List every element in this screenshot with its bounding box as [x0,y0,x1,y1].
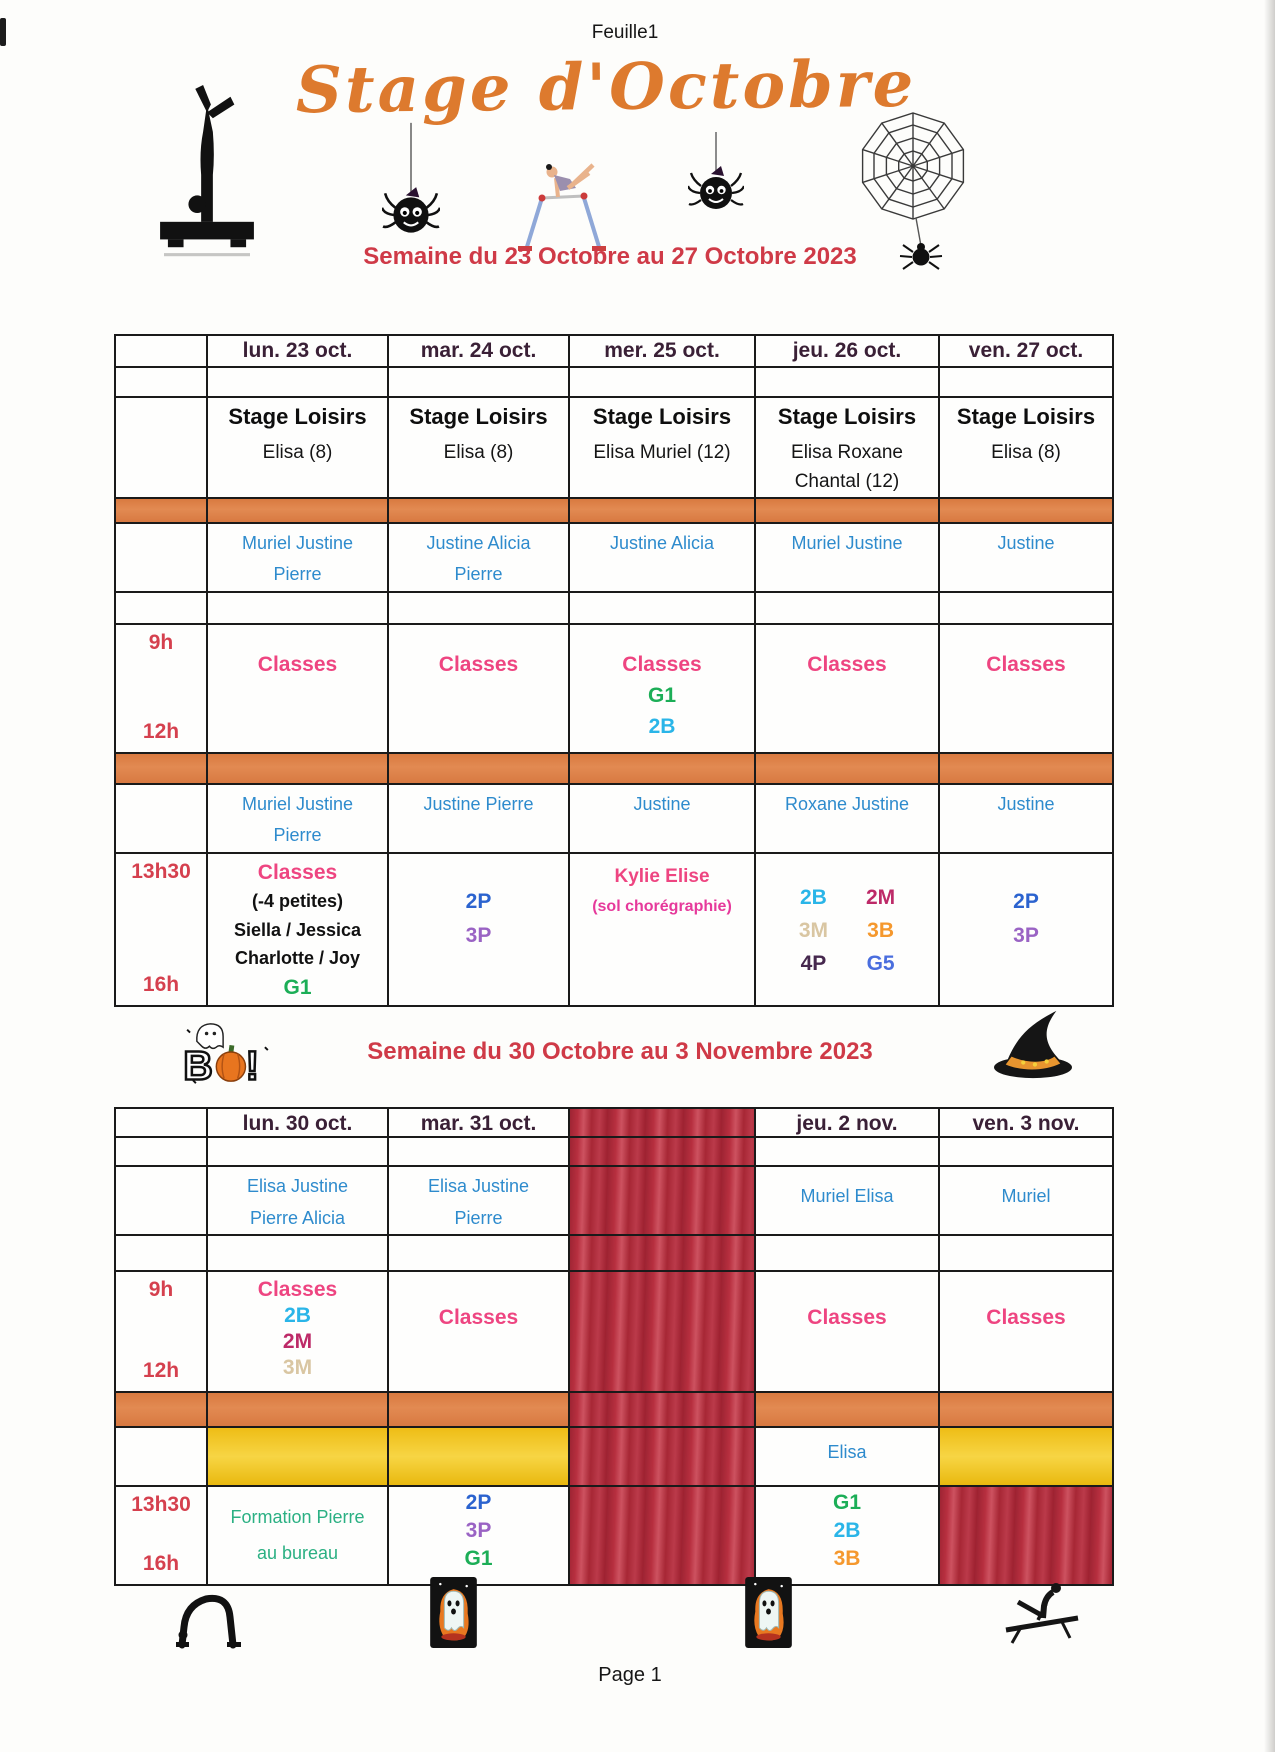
time-start: 13h30 [131,859,191,883]
w2-am-coach-lun: Elisa Justine Pierre Alicia [207,1166,388,1235]
w1-day-ven [939,335,1113,367]
w2-afternoon-jeu [755,1486,939,1585]
stage-staff: Elisa (8) [991,442,1061,463]
day-label: lun. 23 oct. [242,339,353,362]
day-label: mer. 25 oct. [604,339,720,362]
w1-spacer [207,367,388,397]
w1-morning-lun: Classes [207,624,388,753]
w1-spacer [388,592,569,624]
holiday-column-cell [569,1486,755,1585]
w1-morning-time [115,624,207,753]
group-code: 3P [465,1519,492,1542]
w1-pm-coach-mer: Justine [569,784,755,853]
orange-band [939,753,1113,784]
group-code: 3P [465,923,492,947]
w2-spacer [939,1235,1113,1271]
w1-morning-mar: Classes [388,624,569,753]
hanging-spider-icon [688,132,744,220]
yellow-band [207,1427,388,1486]
day-label: ven. 3 nov. [972,1112,1080,1135]
witch-hat-icon [988,1006,1078,1082]
w1-day-lun [207,335,388,367]
w1-day-jeu [755,335,939,367]
w1-morning-jeu: Classes [755,624,939,753]
holiday-column-cell [569,1137,755,1166]
holiday-column-cell [569,1235,755,1271]
w2-afternoon-time [115,1486,207,1585]
w1-stage-mar [388,397,569,498]
w2-day-ven [939,1108,1113,1137]
stage-staff: Elisa (8) [443,442,514,463]
w1-am-coach-mar: Justine Alicia Pierre [388,523,569,592]
w1-spacer [939,592,1113,624]
w1-am-coach-jeu: Muriel Justine [755,523,939,592]
orange-band [755,753,939,784]
stage-staff: Elisa Muriel (12) [593,442,731,463]
day-label: mar. 31 oct. [420,1112,537,1135]
week1-subtitle: Semaine du 23 Octobre au 27 Octobre 2023 [363,243,857,270]
day-label: jeu. 2 nov. [796,1112,898,1135]
day-label: ven. 27 oct. [968,339,1084,362]
stage-label: Stage Loisirs [777,404,917,429]
time-end: 16h [142,1552,180,1575]
stage-label: Stage Loisirs [956,404,1096,429]
sheet-label: Feuille1 [591,22,659,43]
group-code: 2B [648,714,676,738]
w1-spacer [755,367,939,397]
w2-afternoon-mar [388,1486,569,1585]
group-code: 3B [833,1547,861,1570]
time-end: 12h [142,1359,180,1382]
group-code: 3B [867,918,895,942]
w1-afternoon-time [115,853,207,1006]
group-code: G1 [464,1547,493,1570]
orange-band [115,753,207,784]
group-code: 2B [833,1519,861,1542]
w1-am-coach-time [115,523,207,592]
w2-spacer [115,1235,207,1271]
holiday-column-cell [569,1392,755,1427]
orange-band [388,1392,569,1427]
w1-stage-lun [207,397,388,498]
group-code: 2M [282,1330,313,1353]
w2-day-jeu [755,1108,939,1137]
w2-midday-time [115,1427,207,1486]
w1-afternoon-jeu [755,853,939,1006]
orange-band [207,753,388,784]
group-code: 2P [465,1491,492,1514]
orange-band [207,1392,388,1427]
w2-day-mar [388,1108,569,1137]
holiday-column-cell [569,1166,755,1235]
week1-schedule-table [114,334,1114,1007]
w2-am-coach-mar: Elisa Justine Pierre [388,1166,569,1235]
stage-label: Stage Loisirs [228,404,367,429]
time-start: 9h [148,1278,174,1301]
w2-spacer [939,1137,1113,1166]
w1-am-coach-ven: Justine [939,523,1113,592]
stage-staff: Elisa Roxane Chantal (12) [791,442,903,493]
svg-text:!: ! [245,1042,260,1088]
w2-morning-mar: Classes [388,1271,569,1392]
time-start: 13h30 [131,1493,191,1516]
w1-spacer [755,592,939,624]
time-end: 12h [142,719,180,743]
ghost-icon [745,1577,792,1648]
group-code: 3M [798,918,828,942]
group-code: G1 [283,976,312,1000]
orange-band [569,498,755,523]
holiday-cell-ven-afternoon [939,1486,1113,1585]
w1-pm-coach-mar: Justine Pierre [388,784,569,853]
svg-text:B: B [183,1042,213,1088]
w1-day-mar [388,335,569,367]
orange-band [115,498,207,523]
day-label: mar. 24 oct. [420,339,537,362]
group-code: G1 [832,1491,861,1514]
orange-band [939,498,1113,523]
day-label: jeu. 26 oct. [792,339,902,362]
orange-band [115,1392,207,1427]
holiday-column-cell [569,1271,755,1392]
time-start: 9h [148,630,174,654]
page-title: Stage d'Octobre [295,46,917,129]
beam-gymnast-icon [1000,1580,1084,1644]
w2-spacer [755,1235,939,1271]
day-label: lun. 30 oct. [242,1112,353,1135]
w2-afternoon-lun: Formation Pierre au bureau [207,1486,388,1585]
group-code: 2M [866,885,896,909]
w2-day-lun [207,1108,388,1137]
group-code: G1 [647,683,676,707]
group-code: 2P [465,889,492,913]
stage-label: Stage Loisirs [409,404,548,429]
group-code: 4P [800,951,827,975]
hanging-spider-icon [382,122,440,248]
w1-spacer [115,367,207,397]
orange-band [569,753,755,784]
holiday-column-cell [569,1427,755,1486]
w2-morning-time [115,1271,207,1392]
w2-am-coach-jeu: Muriel Elisa [755,1166,939,1235]
w1-pm-coach-time [115,784,207,853]
w2-spacer [207,1137,388,1166]
w2-spacer [115,1137,207,1166]
w1-spacer [115,592,207,624]
w2-corner-cell [115,1108,207,1137]
w1-pm-coach-ven: Justine [939,784,1113,853]
orange-band [388,753,569,784]
yellow-band [388,1427,569,1486]
w1-afternoon-mar [388,853,569,1006]
group-code: 3P [1013,923,1039,947]
w1-afternoon-mer: Kylie Elise (sol chorégraphie) [569,853,755,1006]
yellow-band [939,1427,1113,1486]
week2-schedule-table [114,1107,1114,1586]
w1-stage-ven [939,397,1113,498]
w1-spacer [939,367,1113,397]
w2-morning-ven: Classes [939,1271,1113,1392]
w1-stage-time [115,397,207,498]
w2-am-coach-ven: Muriel [939,1166,1113,1235]
week2-subtitle: Semaine du 30 Octobre au 3 Novembre 2023 [367,1038,873,1065]
w2-spacer [207,1235,388,1271]
group-code: 2B [284,1304,311,1327]
ghost-icon [430,1577,477,1648]
w1-am-coach-lun: Muriel Justine Pierre [207,523,388,592]
holiday-column-cell [569,1108,755,1137]
orange-band [939,1392,1113,1427]
w1-pm-coach-jeu: Roxane Justine [755,784,939,853]
w1-spacer [207,592,388,624]
handstand-gymnast-icon [148,85,266,257]
w1-am-coach-mer: Justine Alicia [569,523,755,592]
w2-spacer [388,1137,569,1166]
w1-stage-mer [569,397,755,498]
w1-spacer [388,367,569,397]
w1-corner-cell [115,335,207,367]
orange-band [388,498,569,523]
group-code: 2P [1013,889,1039,913]
orange-band [207,498,388,523]
uneven-bars-gymnast-icon [500,160,618,252]
w1-day-mer [569,335,755,367]
w2-morning-jeu: Classes [755,1271,939,1392]
w1-afternoon-ven [939,853,1113,1006]
orange-band [755,1392,939,1427]
bridge-gymnast-icon [172,1583,256,1649]
w1-spacer [569,367,755,397]
time-end: 16h [142,972,180,996]
group-code: 2B [799,885,827,909]
group-code: G5 [866,951,895,975]
w1-pm-coach-lun: Muriel Justine Pierre [207,784,388,853]
w2-spacer [755,1137,939,1166]
w1-morning-ven: Classes [939,624,1113,753]
w1-stage-jeu [755,397,939,498]
orange-band [755,498,939,523]
w1-afternoon-lun: Classes (-4 petites) Siella / Jessica Charlotte / Joy G1 [207,853,388,1006]
w2-spacer [388,1235,569,1271]
w2-midday-jeu: Elisa [755,1427,939,1486]
stage-label: Stage Loisirs [592,404,732,429]
group-code: 3M [282,1356,313,1379]
w2-morning-lun: Classes 2B 2M 3M [207,1271,388,1392]
stage-staff: Elisa (8) [262,442,333,463]
w1-morning-mer: Classes G1 2B [569,624,755,753]
scan-edge-shadow [1264,0,1275,1752]
w1-spacer [569,592,755,624]
w2-am-coach-time [115,1166,207,1235]
page-number: Page 1 [598,1664,662,1686]
